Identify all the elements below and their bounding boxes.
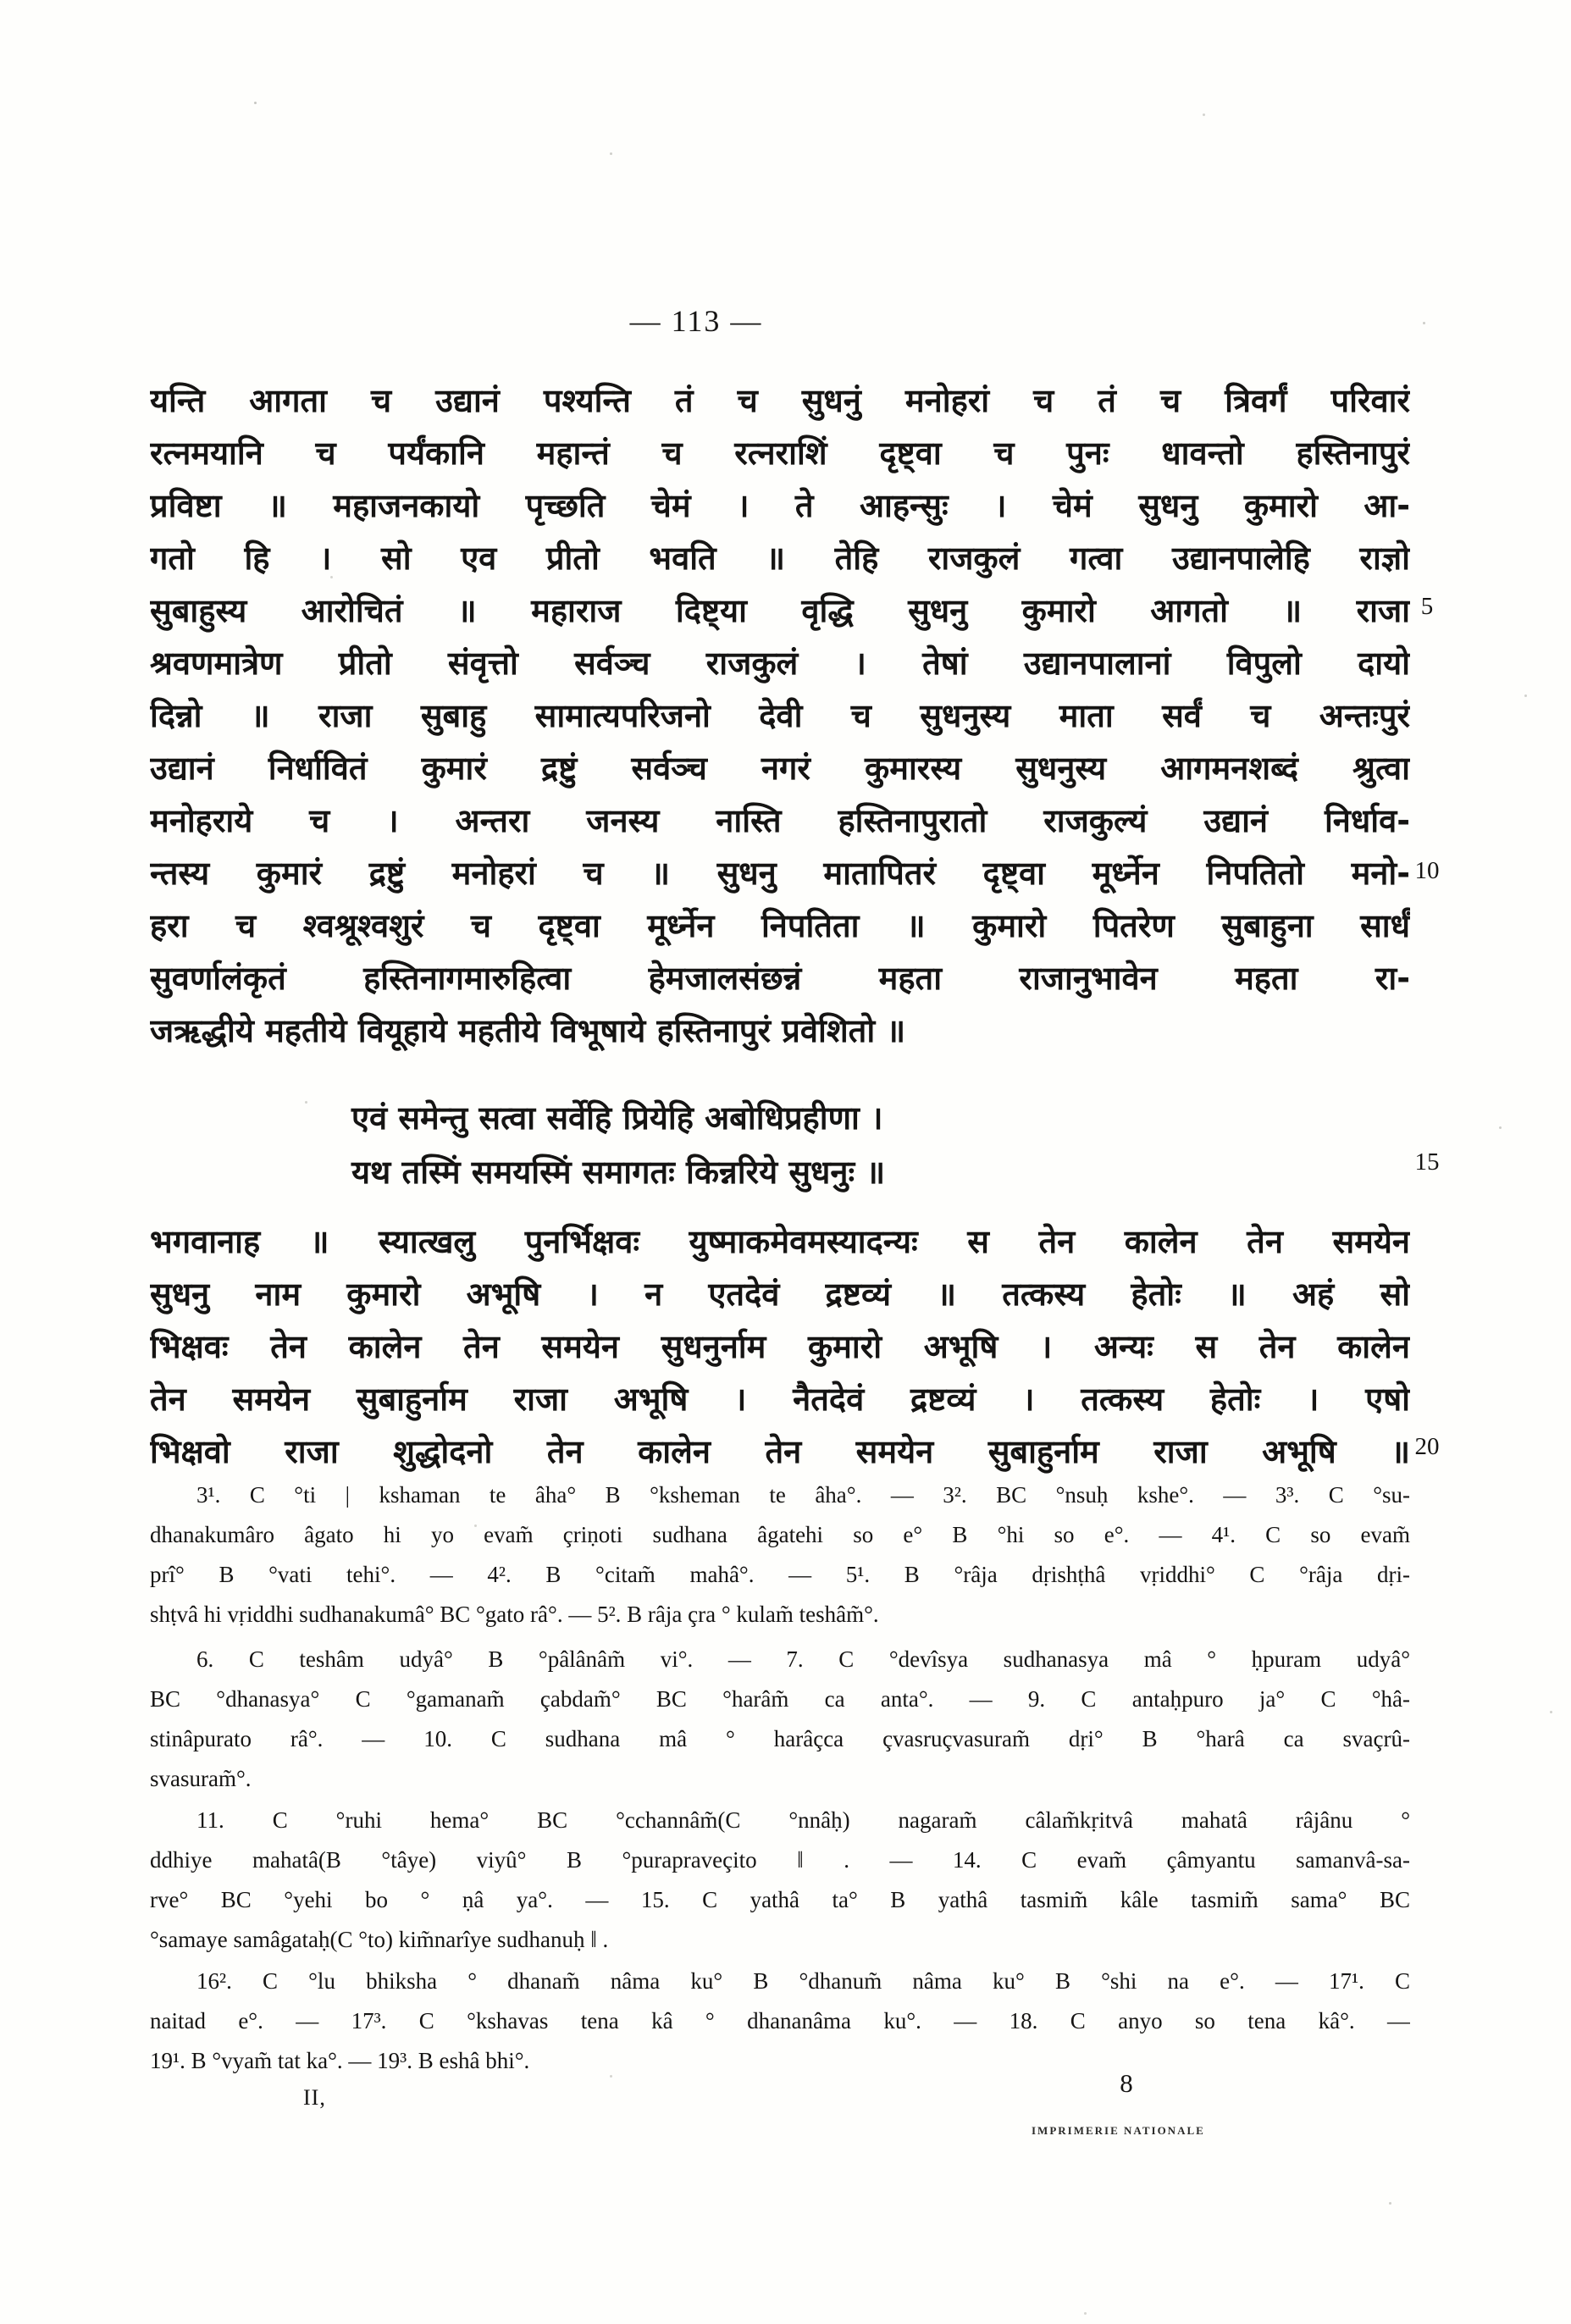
footnote-line: shṭvâ hi vṛiddhi sudhanakumâ° BC °gato râ°. — 5². B râja çra ° kulam̃ teshâm̃°. [150,1602,879,1627]
sheet-number: 8 [1120,2068,1133,2098]
footnote-line: ddhiye mahatâ(B °tâye) viyû° B °purapraveçito ‖ . — 14. C evam̃ çâmyantu samanvâ-sa- [150,1847,1410,1873]
footnote-line: 11. C °ruhi hema° BC °cchannâm̃(C °nnâḥ) nagaram̃ câlam̃kṛitvâ mahatâ râjânu ° [196,1807,1410,1833]
margin-line-number-5: 5 [1420,593,1434,620]
footnote-line: svasuram̃°. [150,1766,252,1791]
text-line: प्रविष्टा ॥ महाजनकायो पृच्छति चेमं । ते आहन्सुः । चेमं सुधनु कुमारो आ- [150,487,1410,524]
apparatus-paragraph-3 [150,1801,1410,1960]
margin-line-number-20: 20 [1414,1433,1440,1460]
sanskrit-paragraph-1 [150,374,1410,1057]
footnote-line: rve° BC °yehi bo ° ṇâ ya°. — 15. C yathâ ta° B yathâ tasmim̃ kâle tasmim̃ sama° BC [150,1887,1410,1912]
text-line: हरा च श्वश्रूश्वशुरं च दृष्ट्वा मूर्ध्नेन निपतिता ॥ कुमारो पितरेण सुबाहुना सार्धं [150,907,1410,944]
verse-couplet [351,1091,1368,1199]
page-number: — 113 — [629,304,763,338]
margin-line-number-10: 10 [1414,857,1440,884]
verse-line: एवं समेन्तु सत्वा सर्वेहि प्रियेहि अबोधिप्रहीणा । [351,1099,883,1137]
sanskrit-paragraph-2 [150,1215,1410,1478]
text-line: रत्नमयानि च पर्यंकानि महान्तं च रत्नराशिं दृष्ट्वा च पुनः धावन्तो हस्तिनापुरं [150,434,1410,472]
text-line: भिक्षवो राजा शुद्धोदनो तेन कालेन तेन समयेन सुबाहुर्नाम राजा अभूषि ॥ [150,1433,1410,1470]
text-line: मनोहराये च । अन्तरा जनस्य नास्ति हस्तिनापुरातो राजकुल्यं उद्यानं निर्धाव- [150,802,1410,839]
apparatus-paragraph-1 [150,1475,1410,1635]
footnote-line: 6. C teshâm udyâ° B °pâlânâm̃ vi°. — 7. C °devîsya sudhanasya mâ ° ḥpuram udyâ° [196,1646,1410,1672]
text-line: न्तस्य कुमारं द्रष्टुं मनोहरां च ॥ सुधनु मातापितरं दृष्ट्वा मूर्ध्नेन निपतितो मनो- [150,855,1410,892]
text-line: गतो हि । सो एव प्रीतो भवति ॥ तेहि राजकुलं गत्वा उद्यानपालेहि राज्ञो [150,540,1410,577]
volume-signature: II, [303,2085,326,2110]
text-line: सुधनु नाम कुमारो अभूषि । न एतदेवं द्रष्टव्यं ॥ तत्कस्य हेतोः ॥ अहं सो [150,1275,1410,1313]
text-line: जऋद्धीये महतीये वियूहाये महतीये विभूषाये हस्तिनापुरं प्रवेशितो ॥ [150,1012,906,1049]
verse-line: यथ तस्मिं समयस्मिं समागतः किन्नरिये सुधनुः ॥ [351,1154,886,1191]
printer-imprint: IMPRIMERIE NATIONALE [1032,2124,1205,2137]
text-line: भिक्षवः तेन कालेन तेन समयेन सुधनुर्नाम कुमारो अभूषि । अन्यः स तेन कालेन [150,1328,1410,1365]
text-line: दिन्नो ॥ राजा सुबाहु सामात्यपरिजनो देवी च सुधनुस्य माता सर्वं च अन्तःपुरं [150,697,1410,734]
text-line: तेन समयेन सुबाहुर्नाम राजा अभूषि । नैतदेवं द्रष्टव्यं । तत्कस्य हेतोः । एषो [150,1381,1410,1418]
apparatus-paragraph-4 [150,1962,1410,2081]
text-line: उद्यानं निर्धावितं कुमारं द्रष्टुं सर्वञ्च नगरं कुमारस्य सुधनुस्य आगमनशब्दं श्रुत्वा [150,750,1410,787]
footnote-line: °samaye samâgataḥ(C °to) kim̃narîye sudhanuḥ ‖ . [150,1927,609,1952]
text-line: सुबाहुस्य आरोचितं ॥ महाराज दिष्ट्या वृद्धि सुधनु कुमारो आगतो ॥ राजा [150,592,1410,629]
footnote-line: 3¹. C °ti | kshaman te âha° B °ksheman te âha°. — 3². BC °nsuḥ kshe°. — 3³. C °su- [196,1482,1410,1508]
footnote-line: stinâpurato râ°. — 10. C sudhana mâ ° harâçca çvasruçvasuram̃ dṛi° B °harâ ca svaçrû- [150,1726,1410,1751]
footnote-line: 19¹. B °vyam̃ tat ka°. — 19³. B eshâ bhi°. [150,2048,530,2073]
footnote-line: naitad e°. — 17³. C °kshavas tena kâ ° dhananâma ku°. — 18. C anyo so tena kâ°. — [150,2008,1410,2034]
apparatus-paragraph-2 [150,1640,1410,1799]
text-line: श्रवणमात्रेण प्रीतो संवृत्तो सर्वञ्च राजकुलं । तेषां उद्यानपालानां विपुलो दायो [150,645,1410,682]
footnote-line: BC °dhanasya° C °gamanam̃ çabdam̃° BC °harâm̃ ca anta°. — 9. C antaḥpuro ja° C °hâ- [150,1686,1410,1712]
text-line: सुवर्णालंकृतं हस्तिनागमारुहित्वा हेमजालसंछन्नं महता राजानुभावेन महता रा- [150,960,1410,997]
scan-noise [254,102,257,104]
margin-line-number-15: 15 [1414,1148,1440,1176]
footnote-line: prî° B °vati tehi°. — 4². B °citam̃ mahâ°. — 5¹. B °râja dṛishṭhâ vṛiddhi° C °râja dṛi- [150,1562,1410,1587]
text-line: यन्ति आगता च उद्यानं पश्यन्ति तं च सुधनुं मनोहरां च तं च त्रिवर्गं परिवारं [150,382,1410,419]
text-line: भगवानाह ॥ स्यात्खलु पुनर्भिक्षवः युष्माकमेवमस्यादन्यः स तेन कालेन तेन समयेन [150,1223,1410,1260]
footnote-line: dhanakumâro âgato hi yo evam̃ çriṇoti sudhana âgatehi so e° B °hi so e°. — 4¹. C so evam̃ [150,1522,1410,1547]
footnote-line: 16². C °lu bhiksha ° dhanam̃ nâma ku° B °dhanum̃ nâma ku° B °shi na e°. — 17¹. C [196,1968,1410,1994]
